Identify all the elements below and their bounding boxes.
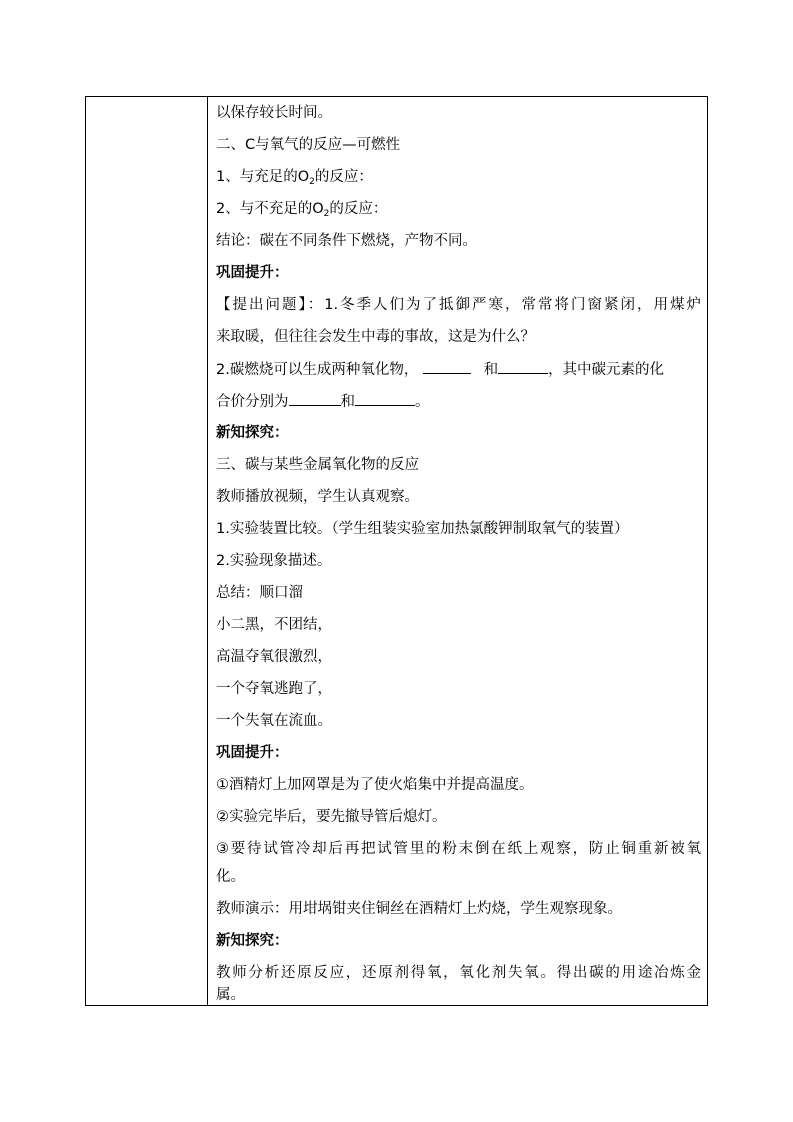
- rhyme-line: 一个失氧在流血。: [216, 713, 332, 729]
- text-line: 2、与不充足的$O_2$的反应：: [216, 201, 388, 219]
- question-line: 【提出问题】：1.冬季人们为了抵御严寒，常常将门窗紧闭，用煤炉: [216, 297, 701, 313]
- subheading-new-knowledge: 新知探究：: [216, 425, 289, 441]
- text-line: 属。: [216, 987, 245, 1003]
- note-item: ①酒精灯上加网罩是为了使火焰集中并提高温度。: [216, 777, 534, 793]
- answer-blank[interactable]: [289, 391, 341, 406]
- fill-blank-question: 合价分别为 和 。: [216, 391, 701, 412]
- text-line: 教师演示：用坩埚钳夹住铜丝在酒精灯上灼烧，学生观察现象。: [216, 901, 622, 917]
- text-line: 2.实验现象描述。: [216, 553, 332, 569]
- section-heading: 三、碳与某些金属氧化物的反应: [216, 457, 419, 473]
- note-item: ②实验完毕后，要先撤导管后熄灯。: [216, 809, 447, 825]
- question-line: 来取暖，但往往会发生中毒的事故，这是为什么？: [216, 329, 535, 345]
- note-item-continued: 化。: [216, 869, 245, 885]
- subheading-consolidate: 巩固提升：: [216, 745, 289, 761]
- note-item: ③要待试管冷却后再把试管里的粉末倒在纸上观察，防止铜重新被氧: [216, 841, 701, 857]
- text-line: 1、与充足的$O_2$的反应：: [216, 169, 373, 187]
- rhyme-line: 高温夺氧很激烈，: [216, 649, 332, 665]
- fill-blank-question: 2.碳燃烧可以生成两种氧化物， 和 ，其中碳元素的化: [216, 359, 701, 380]
- subheading-new-knowledge: 新知探究：: [216, 933, 289, 949]
- rhyme-line: 小二黑，不团结，: [216, 617, 332, 633]
- text-line: 1.实验装置比较。（学生组装实验室加热氯酸钾制取氧气的装置）: [216, 521, 629, 537]
- text-line: 以保存较长时间。: [216, 105, 332, 121]
- text-line: 教师播放视频，学生认真观察。: [216, 489, 419, 505]
- table-content-cell: [208, 97, 707, 1005]
- text-line: 总结：顺口溜: [216, 585, 303, 601]
- answer-blank[interactable]: [355, 391, 415, 406]
- answer-blank[interactable]: [423, 359, 471, 374]
- rhyme-line: 一个夺氧逃跑了，: [216, 681, 332, 697]
- lesson-table: [85, 96, 708, 1006]
- subheading-consolidate: 巩固提升：: [216, 265, 289, 281]
- table-left-cell: [86, 97, 208, 1005]
- answer-blank[interactable]: [498, 359, 548, 374]
- text-line: 教师分析还原反应，还原剂得氧，氧化剂失氧。得出碳的用途冶炼金: [216, 965, 701, 981]
- section-heading: 二、C与氧气的反应—可燃性: [216, 137, 401, 153]
- conclusion-line: 结论：碳在不同条件下燃烧，产物不同。: [216, 233, 477, 249]
